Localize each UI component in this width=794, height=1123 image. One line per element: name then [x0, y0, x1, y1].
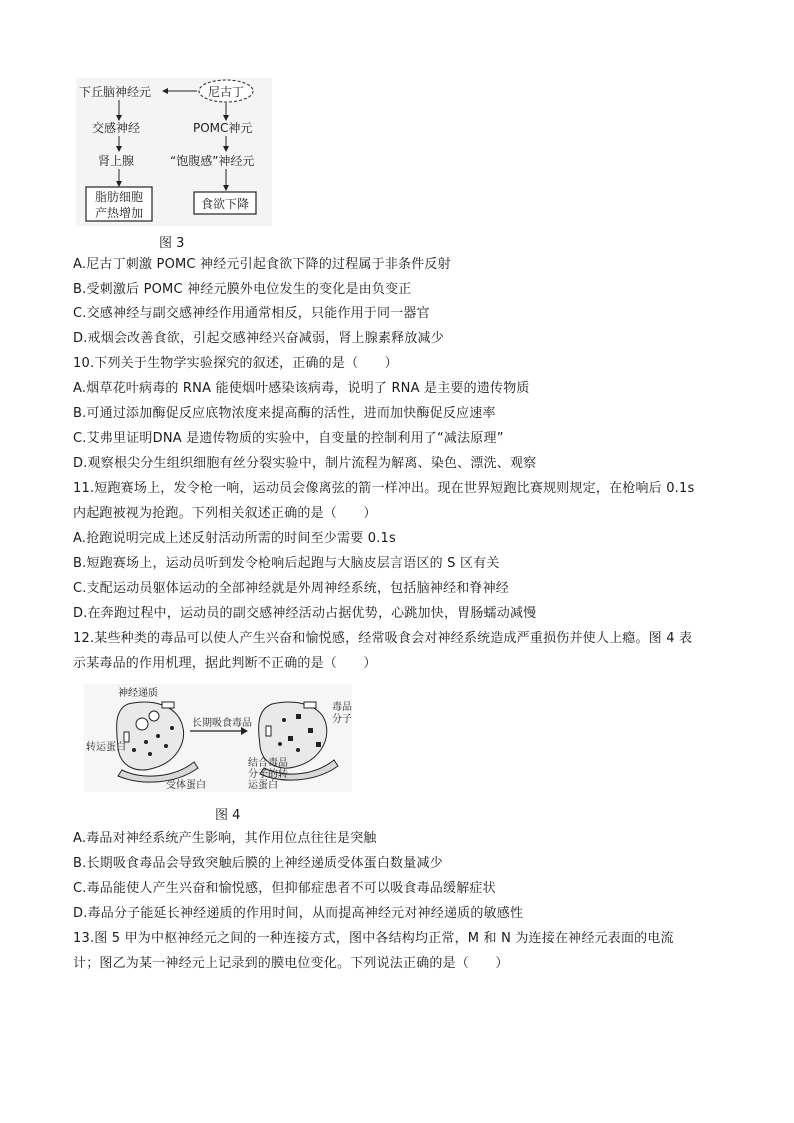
q11-option-b: B.短跑赛场上，运动员听到发令枪响后起跑与大脑皮层言语区的 S 区有关: [73, 556, 500, 571]
label-long-term-drug-use: 长期吸食毒品: [192, 718, 252, 729]
label-adrenal-gland: 肾上腺: [98, 154, 135, 168]
label-pomc-neuron: POMC神元: [193, 121, 253, 135]
label-drug-molecule-1: 毒品: [332, 702, 352, 713]
q12-option-d: D.毒品分子能延长神经递质的作用时间，从而提高神经元对神经递质的敏感性: [73, 906, 524, 921]
q11-option-a: A.抢跑说明完成上述反射活动所需的时间至少需要 0.1s: [73, 531, 396, 546]
q12-stem-line1: 12.某些种类的毒品可以使人产生兴奋和愉悦感，经常吸食会对神经系统造成严重损伤并使人上瘾。图 4 表: [73, 631, 693, 646]
q10-option-c: C.艾弗里证明DNA 是遗传物质的实验中，自变量的控制利用了“减法原理”: [73, 431, 504, 446]
q10-stem: 10.下列关于生物学实验探究的叙述，正确的是（ ）: [73, 356, 398, 371]
q12-option-a: A.毒品对神经系统产生影响，其作用位点往往是突触: [73, 831, 377, 846]
figure-4-caption: 图 4: [215, 808, 241, 823]
label-receptor-protein: 受体蛋白: [166, 780, 206, 791]
label-bound-transporter-2: 分子的转: [248, 769, 288, 780]
q9-option-c: C.交感神经与副交感神经作用通常相反，只能作用于同一器官: [73, 306, 430, 321]
q12-option-b: B.长期吸食毒品会导致突触后膜的上神经递质受体蛋白数量减少: [73, 856, 443, 871]
q11-option-c: C.支配运动员躯体运动的全部神经就是外周神经系统，包括脑神经和脊神经: [73, 581, 510, 596]
q13-stem-line2: 计；图乙为某一神经元上记录到的膜电位变化。下列说法正确的是（ ）: [73, 956, 509, 971]
label-fat-cell-line2: 产热增加: [94, 206, 144, 220]
q12-option-c: C.毒品能使人产生兴奋和愉悦感，但抑郁症患者不可以吸食毒品缓解症状: [73, 881, 496, 896]
q9-option-d: D.戒烟会改善食欲，引起交感神经兴奋减弱，肾上腺素释放减少: [73, 331, 444, 346]
label-drug-molecule-2: 分子: [332, 714, 352, 725]
q12-stem-line2: 示某毒品的作用机理，据此判断不正确的是（ ）: [73, 656, 377, 671]
label-neurotransmitter: 神经递质: [118, 688, 158, 699]
label-hypothalamus-neuron: 下丘脑神经元: [79, 85, 152, 99]
label-bound-transporter-3: 运蛋白: [248, 780, 278, 791]
q11-stem-line2: 内起跑被视为抢跑。下列相关叙述正确的是（ ）: [73, 506, 377, 521]
q13-stem-line1: 13.图 5 甲为中枢神经元之间的一种连接方式，图中各结构均正常，M 和 N 为连接在神经元表面的电流: [73, 931, 674, 946]
q10-option-a: A.烟草花叶病毒的 RNA 能使烟叶感染该病毒，说明了 RNA 是主要的遗传物质: [73, 381, 530, 396]
label-nicotine: 尼古丁: [207, 85, 245, 99]
label-fat-cell-line1: 脂肪细胞: [94, 190, 144, 204]
label-satiety-neuron: “饱腹感”神经元: [170, 154, 255, 168]
q10-option-b: B.可通过添加酶促反应底物浓度来提高酶的活性，进而加快酶促反应速率: [73, 406, 496, 421]
q9-option-a: A.尼古丁刺激 POMC 神经元引起食欲下降的过程属于非条件反射: [73, 257, 451, 272]
label-transporter-protein: 转运蛋白: [86, 742, 126, 753]
q10-option-d: D.观察根尖分生组织细胞有丝分裂实验中，制片流程为解离、染色、漂洗、观察: [73, 456, 537, 471]
label-appetite-decrease: 食欲下降: [200, 197, 250, 211]
label-bound-transporter-1: 结合毒品: [248, 758, 288, 769]
figure-3-diagram: [76, 78, 276, 228]
q11-stem-line1: 11.短跑赛场上，发令枪一响，运动员会像离弦的箭一样冲出。现在世界短跑比赛规则规定，在枪响后 0.1s: [73, 481, 695, 496]
label-sympathetic-nerve: 交感神经: [92, 121, 141, 135]
q11-option-d: D.在奔跑过程中，运动员的副交感神经活动占据优势，心跳加快，胃肠蠕动减慢: [73, 606, 537, 621]
q9-option-b: B.受刺激后 POMC 神经元膜外电位发生的变化是由负变正: [73, 282, 412, 297]
figure-4-diagram: [84, 684, 356, 794]
figure-3-caption: 图 3: [159, 236, 185, 251]
